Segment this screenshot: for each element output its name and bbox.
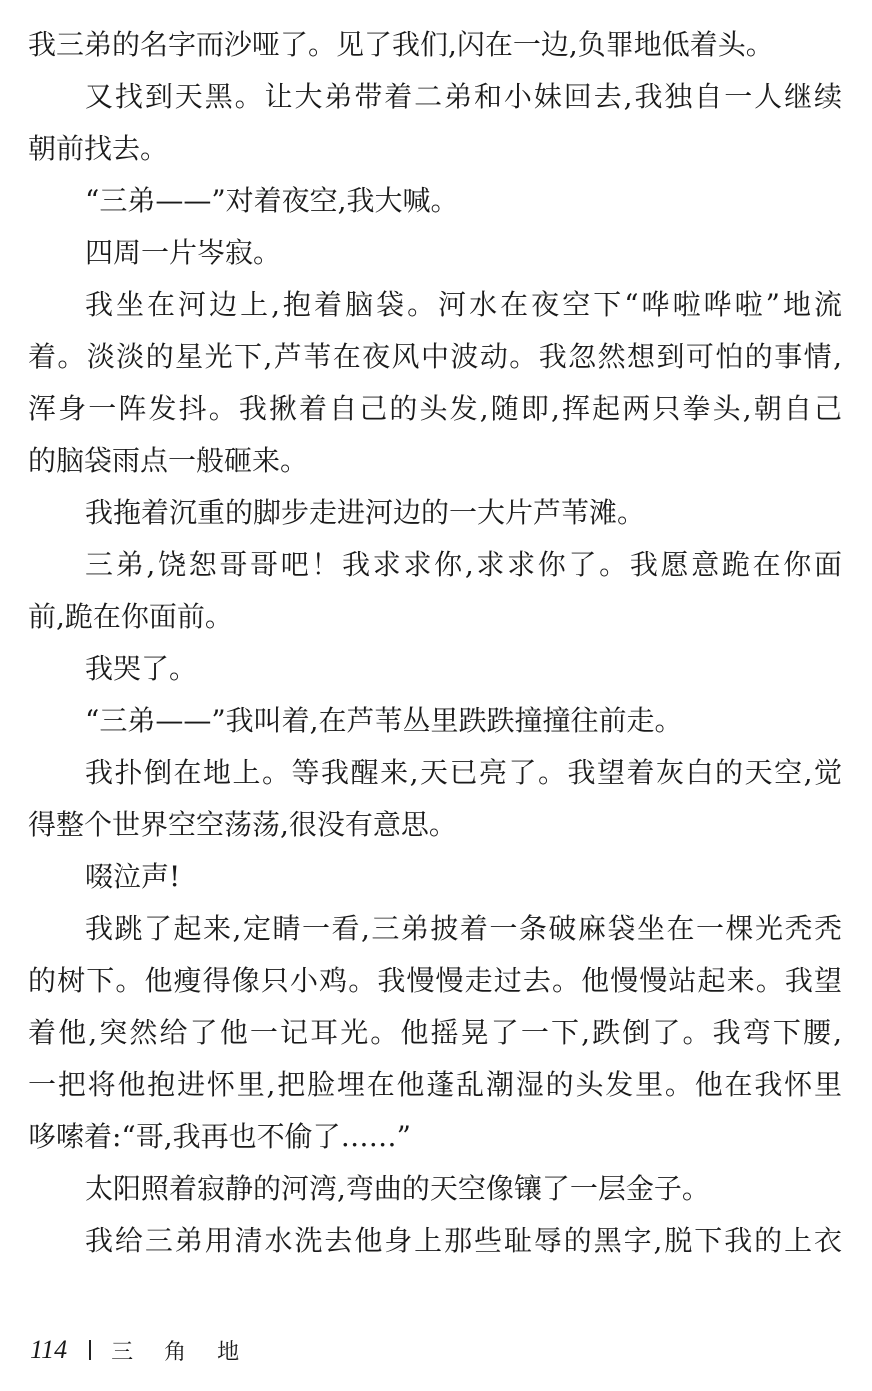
text-line: 着。淡淡的星光下,芦苇在夜风中波动。我忽然想到可怕的事情, <box>28 340 842 373</box>
text-line: 我三弟的名字而沙哑了。见了我们,闪在一边,负罪地低着头。 <box>28 28 774 61</box>
text-line: 我扑倒在地上。等我醒来,天已亮了。我望着灰白的天空,觉 <box>85 756 842 789</box>
text-line: 四周一片岑寂。 <box>85 236 282 269</box>
text-line: 的树下。他瘦得像只小鸡。我慢慢走过去。他慢慢站起来。我望 <box>28 964 842 997</box>
text-line: 得整个世界空空荡荡,很没有意思。 <box>28 808 457 841</box>
text-line: 着他,突然给了他一记耳光。他摇晃了一下,跌倒了。我弯下腰, <box>28 1016 842 1049</box>
paragraph <box>28 1215 842 1267</box>
paragraph <box>28 747 842 851</box>
text-line: “三弟——”我叫着,在芦苇丛里跌跌撞撞往前走。 <box>85 704 683 737</box>
paragraph <box>28 19 842 71</box>
paragraph <box>28 175 842 227</box>
text-line: 我哭了。 <box>85 652 198 685</box>
text-line: 浑身一阵发抖。我揪着自己的头发,随即,挥起两只拳头,朝自己 <box>28 392 842 425</box>
paragraph <box>28 227 842 279</box>
text-line: 三弟,饶恕哥哥吧！我求求你,求求你了。我愿意跪在你面 <box>85 548 842 581</box>
text-line: 我拖着沉重的脚步走进河边的一大片芦苇滩。 <box>85 496 646 529</box>
text-line: 朝前找去。 <box>28 132 169 165</box>
paragraph <box>28 643 842 695</box>
paragraph <box>28 487 842 539</box>
paragraph <box>28 539 842 643</box>
text-line: 我给三弟用清水洗去他身上那些耻辱的黑字,脱下我的上衣 <box>85 1224 842 1257</box>
paragraph <box>28 695 842 747</box>
text-line: 一把将他抱进怀里,把脸埋在他蓬乱潮湿的头发里。他在我怀里 <box>28 1068 842 1101</box>
text-line: 的脑袋雨点一般砸来。 <box>28 444 309 477</box>
text-line: 我坐在河边上,抱着脑袋。河水在夜空下“哗啦哗啦”地流 <box>85 288 842 321</box>
text-line: “三弟——”对着夜空,我大喊。 <box>85 184 459 217</box>
text-line: 哆嗦着:“哥,我再也不偷了……” <box>28 1120 411 1153</box>
paragraph <box>28 71 842 175</box>
text-line: 我跳了起来,定睛一看,三弟披着一条破麻袋坐在一棵光秃秃 <box>85 912 842 945</box>
text-line: 又找到天黑。让大弟带着二弟和小妹回去,我独自一人继续 <box>85 80 842 113</box>
paragraph <box>28 851 842 903</box>
footer-divider <box>89 1340 91 1360</box>
page-footer <box>30 1330 251 1370</box>
body-text <box>28 19 842 1267</box>
book-title: 三 角 地 <box>111 1339 252 1365</box>
text-line: 啜泣声! <box>85 860 181 893</box>
text-line: 太阳照着寂静的河湾,弯曲的天空像镶了一层金子。 <box>85 1172 710 1205</box>
paragraph <box>28 279 842 487</box>
text-line: 前,跪在你面前。 <box>28 600 233 633</box>
page-number: 114 <box>30 1335 68 1364</box>
paragraph <box>28 903 842 1163</box>
paragraph <box>28 1163 842 1215</box>
